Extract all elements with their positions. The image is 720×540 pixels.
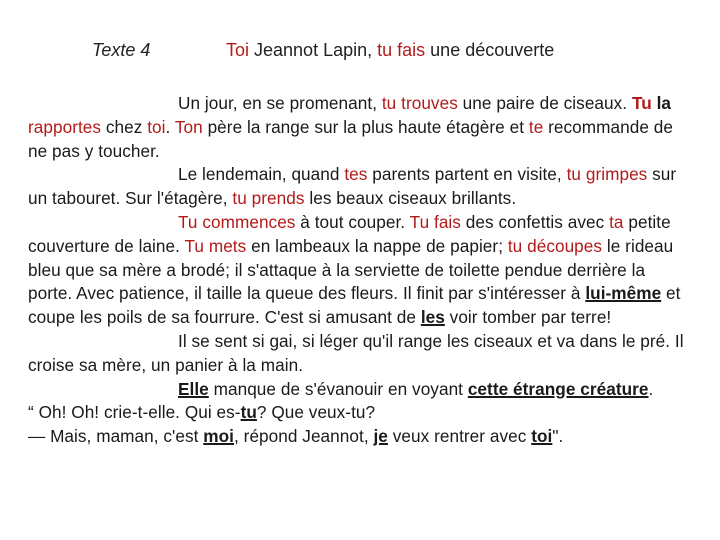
text-run: recommande de ne pas y toucher. — [28, 116, 673, 161]
text-run: à tout couper. — [295, 211, 410, 232]
text-run: tu prends — [232, 188, 305, 209]
text-run: Elle — [178, 378, 209, 399]
text-run: en lambeaux la nappe de papier; — [246, 235, 508, 256]
text-run: Jeannot Lapin, — [249, 40, 378, 60]
text-run: une paire de ciseaux. — [457, 93, 632, 113]
text-run: ta — [609, 211, 624, 232]
text-run: Tu mets — [184, 235, 247, 256]
text-run: tes — [344, 164, 368, 185]
text-label: Texte 4 — [92, 40, 151, 60]
story-body — [28, 92, 692, 449]
text-run: moi — [203, 426, 235, 447]
text-run: grimpes — [585, 164, 648, 185]
text-run: tu — [377, 40, 393, 60]
text-run: “ Oh! Oh! crie-t-elle. Qui es- — [28, 402, 241, 423]
story-title — [226, 40, 554, 61]
text-run: , répond Jeannot, — [234, 426, 374, 447]
text-run: Un jour, en se promenant, — [178, 93, 382, 113]
text-run: lui-même — [585, 283, 662, 304]
paragraph — [28, 330, 692, 378]
text-run: . — [165, 116, 175, 137]
text-run: tu découpes — [507, 235, 603, 256]
text-run: Toi — [226, 40, 250, 60]
header — [0, 40, 720, 66]
text-run: voir tomber par terre! — [444, 307, 612, 328]
text-run: rapportes — [28, 116, 102, 137]
text-run: te — [528, 116, 544, 137]
text-run: je — [373, 426, 388, 447]
text-run: manque de s'évanouir en voyant — [208, 378, 468, 399]
text-run: toi — [531, 426, 553, 447]
text-run: Tu fais — [409, 211, 461, 232]
text-run: tu trouves — [381, 93, 458, 113]
paragraph — [28, 425, 692, 449]
text-run: les — [420, 307, 445, 328]
paragraph — [28, 378, 692, 402]
text-run: Tu — [631, 93, 652, 113]
paragraph — [28, 401, 692, 425]
text-run: et coupe les poils de sa fourrure. C'est si amusant de — [28, 283, 681, 328]
text-run: cette étrange créature — [467, 378, 649, 399]
text-run: Le lendemain, quand — [178, 164, 345, 185]
paragraph — [28, 92, 692, 163]
text-run: toi — [147, 116, 166, 137]
paragraph — [28, 163, 692, 211]
text-run: des confettis avec — [460, 211, 610, 232]
text-run: — Mais, maman, c'est — [28, 426, 204, 447]
text-run: Tu commences — [178, 211, 296, 232]
text-run: sur un tabouret. Sur l'étagère, — [28, 164, 677, 209]
text-run: la — [656, 93, 672, 113]
text-run: . — [648, 378, 654, 399]
text-run: parents partent en visite, — [367, 164, 567, 185]
paragraph — [28, 211, 692, 330]
text-run: les beaux ciseaux brillants. — [304, 188, 517, 209]
text-run: fais — [397, 40, 426, 60]
text-run: tu — [566, 164, 582, 185]
text-run: père la range sur la plus haute étagère et — [202, 116, 529, 137]
text-run: tu — [240, 402, 257, 423]
text-run: ". — [552, 426, 564, 447]
text-run: Ton — [174, 116, 203, 137]
text-run: une découverte — [425, 40, 555, 60]
text-run: le rideau bleu que sa mère a brodé; il s'attaque à la serviette de toilette pendue derrière la porte. Avec patience, il taille la queue des fleurs. Il finit par s'intéresser à — [28, 235, 674, 304]
text-run: Il se sent si gai, si léger qu'il range les ciseaux et va dans le pré. Il croise sa mère, un panier à la main. — [28, 330, 684, 375]
text-run: veux rentrer avec — [387, 426, 532, 447]
text-run: chez — [101, 116, 148, 137]
text-run: ? Que veux-tu? — [256, 402, 376, 423]
text-run: petite couverture de laine. — [28, 211, 671, 256]
